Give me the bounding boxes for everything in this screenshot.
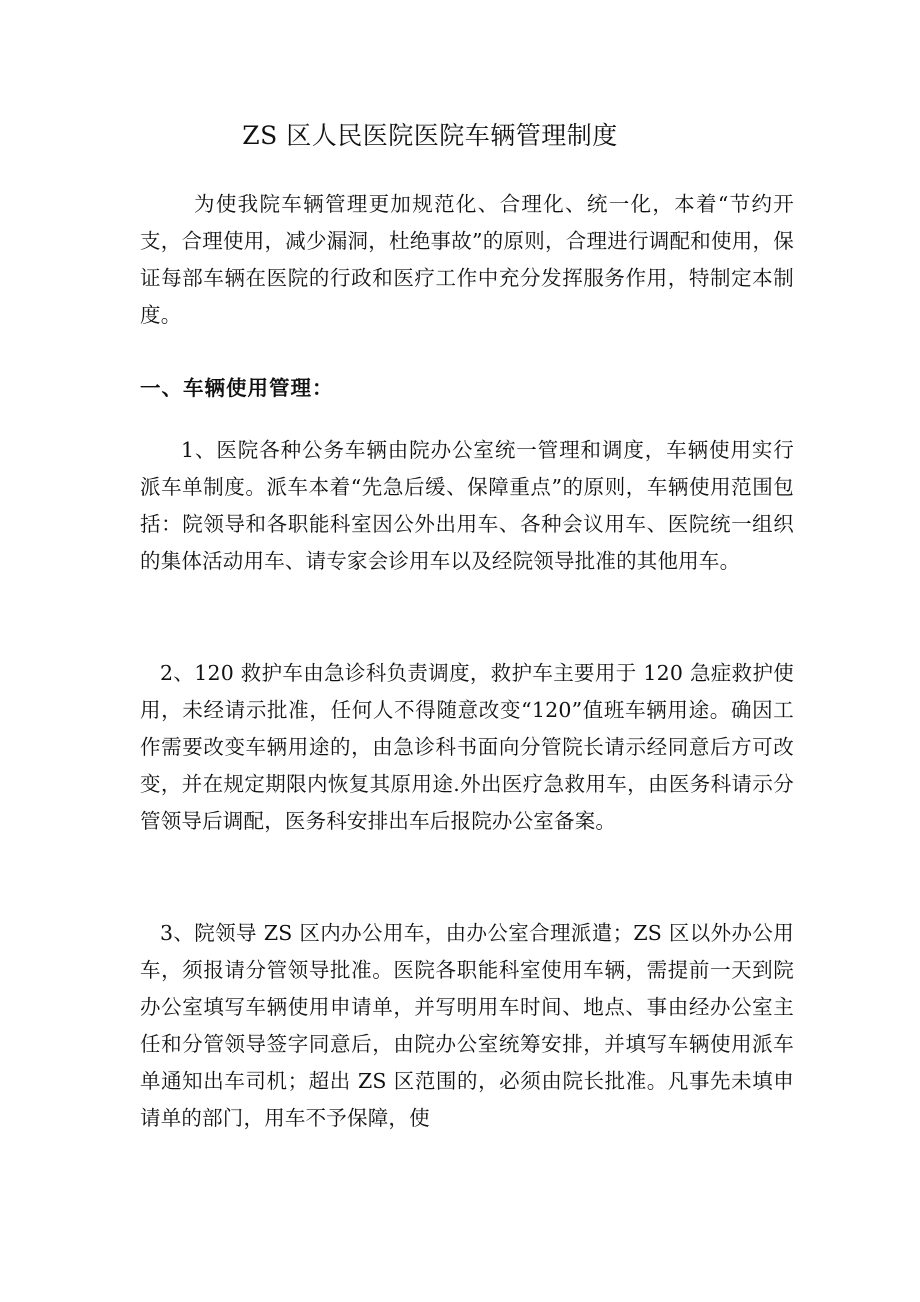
document-title: ZS 区人民医院医院车辆管理制度 (242, 121, 618, 150)
clause-3-paragraph: 3、院领导 ZS 区内办公用车，由办公室合理派遣；ZS 区以外办公用车，须报请分管领导批准。医院各职能科室使用车辆，需提前一天到院办公室填写车辆使用申请单，并写明用车时间、地点、事由经办公室主任和分管领导签字同意后，由院办公室统筹安排，并填写车辆使用派车单通知出车司机；超出 ZS 区范围的，必须由院长批准。凡事先未填申请单的部门，用车不予保障，使 (140, 921, 794, 1130)
section-heading: 一、车辆使用管理： (140, 376, 334, 400)
clause-2-paragraph: 2、120 救护车由急诊科负责调度，救护车主要用于 120 急症救护使用，未经请示批准，任何人不得随意改变“120”值班车辆用途。确因工作需要改变车辆用途的，由急诊科书面向分管院长请示经同意后方可改变，并在规定期限内恢复其原用途.外出医疗急救用车，由医务科请示分管领导后调配，医务科安排出车后报院办公室备案。 (140, 661, 794, 833)
intro-paragraph: 为使我院车辆管理更加规范化、合理化、统一化，本着“节约开支，合理使用，减少漏洞，杜绝事故”的原则，合理进行调配和使用，保证每部车辆在医院的行政和医疗工作中充分发挥服务作用，特制定本制度。 (140, 192, 794, 327)
clause-1-paragraph: 1、医院各种公务车辆由院办公室统一管理和调度，车辆使用实行派车单制度。派车本着“先急后缓、保障重点”的原则，车辆使用范围包括：院领导和各职能科室因公外出用车、各种会议用车、医院统一组织的集体活动用车、请专家会诊用车以及经院领导批准的其他用车。 (140, 438, 794, 573)
